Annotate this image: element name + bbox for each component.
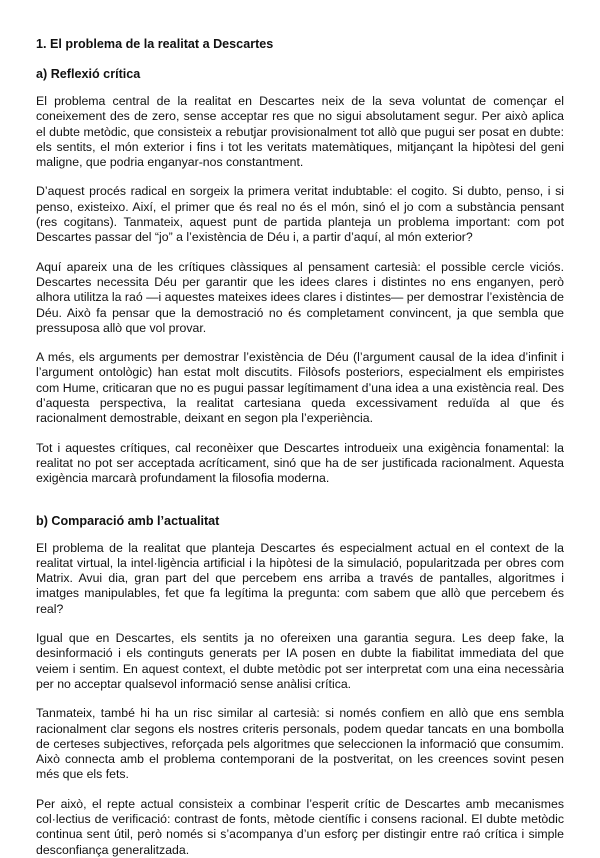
section-a-paragraph-3: Aquí apareix una de les crítiques clàssiques al pensament cartesià: el possible cercle viciós. Descartes necessita Déu per garantir que les idees clares i distintes no ens enganyen, però alhora utilitza la raó —i aquestes mateixes idees clares i distintes— per demostrar l’existència de Déu. Això fa pensar que la demostració no és completament convincent, ja que sembla que pressuposa allò que vol provar. xyxy=(36,259,564,335)
section-a xyxy=(36,66,564,487)
section-b-paragraph-2: Igual que en Descartes, els sentits ja no ofereixen una garantia segura. Les deep fake, la desinformació i els continguts generats per IA posen en dubte la fiabilitat immediata del que veiem i sentim. En aquest context, el dubte metòdic pot ser interpretat com una eina necessària per no acceptar qualsevol informació sense anàlisi crítica. xyxy=(36,631,564,691)
section-b xyxy=(36,513,564,858)
section-b-heading: b) Comparació amb l’actualitat xyxy=(36,513,220,528)
section-b-paragraph-3: Tanmateix, també hi ha un risc similar al cartesià: si només confiem en allò que ens sembla racionalment clar segons els nostres criteris personals, podem quedar tancats en una bombolla de certeses subjectives, reforçada pels algoritmes que seleccionen la informació que consumim. Això connecta amb el problema contemporani de la postveritat, on les creences sovint pesen més que els fets. xyxy=(36,706,564,782)
section-a-paragraph-2: D’aquest procés radical en sorgeix la primera veritat indubtable: el cogito. Si dubto, penso, i si penso, existeixo. Així, el primer que és real no és el món, sinó el jo com a substància pensant (res cogitans). Tanmateix, aquest punt de partida planteja un problema important: com pot Descartes passar del “jo” a l’existència de Déu i, a partir d’aquí, al món exterior? xyxy=(36,184,564,245)
section-a-paragraph-5: Tot i aquestes crítiques, cal reconèixer que Descartes introdueix una exigència fonamental: la realitat no pot ser acceptada acríticament, sinó que ha de ser justificada racionalment. Aquesta exigència marcarà profundament la filosofia moderna. xyxy=(36,440,564,486)
section-b-paragraph-1: El problema de la realitat que planteja Descartes és especialment actual en el context de la realitat virtual, la intel·ligència artificial i la hipòtesi de la simulació, popularitzada per obres com Matrix. Avui dia, gran part del que percebem ens arriba a través de pantalles, algoritmes i imatges manipulables, fet que fa legítima la pregunta: com sabem que allò que percebem és real? xyxy=(36,540,564,616)
section-a-paragraph-4: A més, els arguments per demostrar l’existència de Déu (l’argument causal de la idea d’infinit i l’argument ontològic) han estat molt discutits. Filòsofs posteriors, especialment els empiristes com Hume, criticaran que no es pugui passar legítimament d’una idea a una existència real. Des d’aquesta perspectiva, la realitat cartesiana queda excessivament reduïda al que és racionalment demostrable, deixant en segon pla l’experiència. xyxy=(36,350,564,426)
section-a-heading: a) Reflexió crítica xyxy=(36,67,141,81)
section-a-paragraph-1: El problema central de la realitat en Descartes neix de la seva voluntat de començar el coneixement des de zero, sense acceptar res que no sigui absolutament segur. Per això aplica el dubte metòdic, que consisteix a rebutjar provisionalment tot allò que pugui ser posat en dubte: els sentits, el món exterior i fins i tot les veritats matemàtiques, mitjançant la hipòtesi del geni maligne, que podria enganyar-nos constantment. xyxy=(36,94,564,170)
document-title: 1. El problema de la realitat a Descartes xyxy=(36,37,274,51)
section-b-paragraph-4: Per això, el repte actual consisteix a combinar l’esperit crític de Descartes amb mecanismes col·lectius de verificació: contrast de fonts, mètode científic i consens racional. El dubte metòdic continua sent útil, però només si s’acompanya d’un esforç per distingir entre raó crítica i simple desconfiança generalitzada. xyxy=(36,796,564,857)
